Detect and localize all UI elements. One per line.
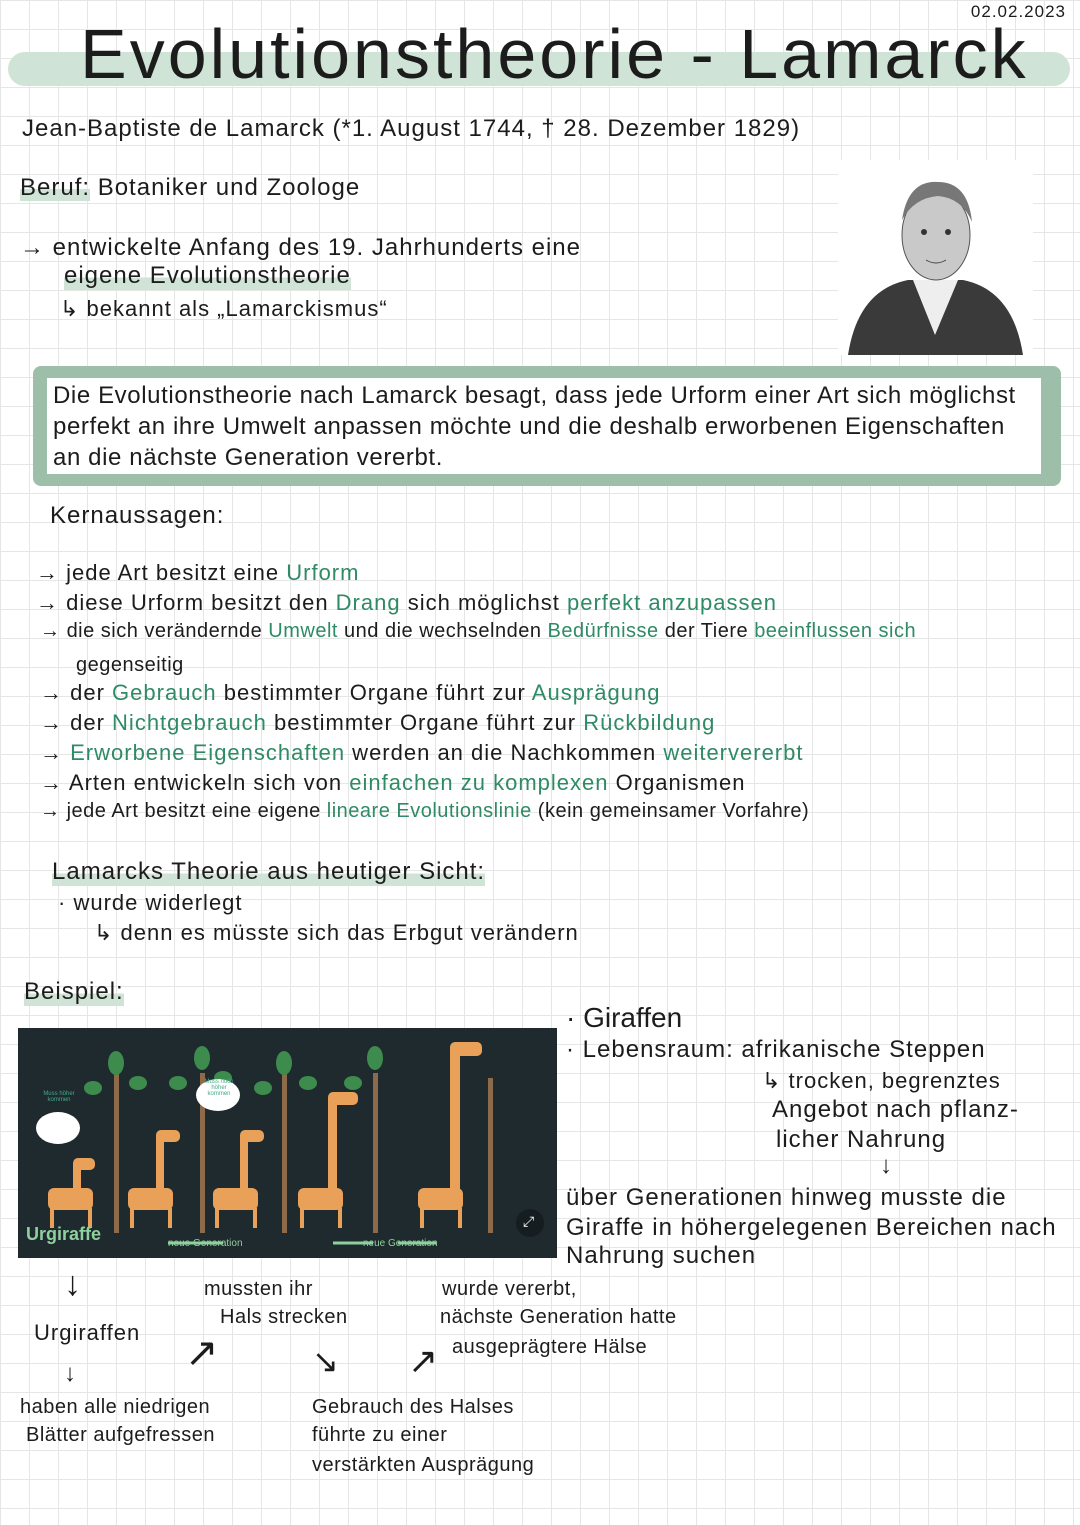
person-line: Jean-Baptiste de Lamarck (*1. August 1744, † 28. Dezember 1829) (22, 115, 801, 142)
kern-text: bestimmter Organe führt zur (266, 710, 584, 735)
arrow-icon: → (40, 620, 67, 642)
kern-keyword: Urform (286, 560, 360, 585)
right-item: Nahrung suchen (566, 1242, 757, 1269)
kern-item (40, 740, 803, 766)
intro-line: eigene Evolutionstheorie (64, 262, 351, 289)
kern-keyword: lineare Evolutionslinie (326, 800, 532, 822)
beruf-label: Beruf: (20, 174, 91, 201)
flow-urgiraffen: Urgiraffen (34, 1320, 141, 1345)
arrow-icon: → (40, 680, 71, 705)
arrow-icon: → (40, 740, 71, 765)
arrow-icon: → (40, 770, 69, 795)
arrow-icon: → (40, 800, 67, 822)
kern-text: werden an die Nachkommen (345, 740, 664, 765)
flow-vererbt: nächste Generation hatte (440, 1306, 677, 1328)
kern-item (40, 710, 715, 736)
kern-title: Kernaussagen: (50, 502, 225, 529)
lamarck-portrait (838, 160, 1033, 355)
flow-gebrauch: verstärkten Ausprägung (312, 1454, 535, 1476)
down-arrow-icon: ↓ (64, 1265, 81, 1303)
date: 02.02.2023 (970, 2, 1066, 21)
right-item: licher Nahrung (776, 1126, 947, 1153)
down-arrow-icon: ↓ (64, 1360, 76, 1387)
kern-keyword: Drang (335, 590, 401, 615)
kern-text: Arten entwickeln sich von (68, 770, 350, 795)
generation-label: neue Generation (168, 1238, 243, 1249)
kern-keyword: Nichtgebrauch (112, 710, 267, 735)
down-arrow-icon: ↘ (312, 1343, 339, 1379)
intro-line: → entwickelte Anfang des 19. Jahrhunderts eine (20, 234, 581, 261)
kern-item (36, 590, 777, 616)
right-item: Giraffe in höhergelegenen Bereichen nach (566, 1214, 1057, 1241)
beruf-value: Botaniker und Zoologe (97, 174, 361, 201)
kern-text: die sich verändernde (66, 620, 269, 642)
urgiraffe-label: Urgiraffe (26, 1224, 102, 1244)
kern-text: jede Art besitzt eine eigene (66, 800, 327, 822)
flow-vererbt: wurde vererbt, (442, 1278, 577, 1300)
heute-text: denn es müsste sich das Erbgut verändern (120, 920, 579, 945)
kern-text: der Tiere (658, 620, 755, 642)
heute-item: · wurde widerlegt (58, 890, 243, 915)
heute-item: ↳ denn es müsste sich das Erbgut verändern (94, 920, 579, 945)
right-item: Angebot nach pflanz- (772, 1096, 1019, 1123)
kern-keyword: Umwelt (268, 620, 338, 642)
thought-bubble-1: Muss höher kommen (43, 1091, 75, 1103)
kern-text: und die wechselnden (337, 620, 548, 642)
down-arrow-icon: ↓ (880, 1152, 892, 1179)
intro-line: ↳ bekannt als „Lamarckismus“ (60, 296, 388, 321)
arrow-icon: → (36, 590, 67, 615)
intro-text: bekannt als „Lamarckismus“ (86, 296, 388, 321)
kern-continuation: gegenseitig (76, 654, 184, 676)
kern-keyword: weitervererbt (663, 740, 804, 765)
right-text: Giraffen (583, 1002, 683, 1033)
beruf-line (20, 174, 360, 202)
flow-gebrauch: Gebrauch des Halses (312, 1396, 514, 1418)
generation-label: neue Generation (363, 1238, 438, 1249)
kern-keyword: Bedürfnisse (547, 620, 659, 642)
kern-item (40, 770, 745, 796)
kern-keyword: Gebrauch (112, 680, 217, 705)
right-item: über Generationen hinweg musste die (566, 1184, 1007, 1211)
arrow-icon: → (40, 710, 71, 735)
kern-item (40, 680, 660, 706)
kern-text: sich möglichst (400, 590, 567, 615)
kern-text: der (70, 680, 113, 705)
intro-text: entwickelte Anfang des 19. Jahrhunderts eine (52, 234, 581, 261)
kern-text: bestimmter Organe führt zur (216, 680, 532, 705)
right-item: · Giraffen (566, 1002, 683, 1033)
definition-text: Die Evolutionstheorie nach Lamarck besagt, dass jede Urform einer Art sich möglichst perfekt an ihre Umwelt anpassen möchte und die deshalb erworbenen Eigenschaften an die nächste Generation vererbt. (47, 378, 1041, 474)
kern-keyword: Rückbildung (583, 710, 716, 735)
kern-keyword: Erworbene Eigenschaften (70, 740, 346, 765)
expand-icon[interactable]: ⤢ (523, 1213, 535, 1229)
kern-item (36, 560, 359, 586)
heute-title: Lamarcks Theorie aus heutiger Sicht: (52, 858, 486, 885)
kern-item (40, 800, 809, 823)
thought-bubble-2: Muss noch höher kommen (204, 1079, 234, 1097)
definition-box (33, 366, 1061, 486)
kern-text: der (70, 710, 113, 735)
beispiel-title: Beispiel: (24, 978, 124, 1005)
kern-keyword: perfekt anzupassen (566, 590, 778, 615)
kern-keyword: beeinflussen sich (754, 620, 917, 642)
kern-text: jede Art besitzt eine (66, 560, 287, 585)
arrow-icon: → (36, 560, 67, 585)
flow-gefressen: haben alle niedrigen (20, 1396, 211, 1418)
up-arrow-icon: ↗ (185, 1331, 219, 1375)
giraffe-evolution-image (18, 1028, 557, 1258)
right-text: Lebensraum: afrikanische Steppen (582, 1036, 986, 1063)
kern-text: diese Urform besitzt den (66, 590, 336, 615)
right-item: · Lebensraum: afrikanische Steppen (566, 1036, 986, 1063)
flow-strecken: Hals strecken (220, 1306, 348, 1328)
kern-item (40, 620, 916, 643)
up-arrow-icon: ↗ (408, 1340, 439, 1381)
heute-text: wurde widerlegt (73, 890, 243, 915)
kern-text: Organismen (608, 770, 746, 795)
flow-gebrauch: führte zu einer (312, 1424, 448, 1446)
kern-keyword: Ausprägung (531, 680, 661, 705)
flow-vererbt: ausgeprägtere Hälse (452, 1336, 648, 1358)
kern-keyword: einfachen zu komplexen (349, 770, 609, 795)
page-title: Evolutionstheorie - Lamarck (80, 15, 1029, 93)
flow-strecken: mussten ihr (204, 1278, 313, 1300)
right-item: ↳ trocken, begrenztes (762, 1068, 1001, 1093)
flow-gefressen: Blätter aufgefressen (26, 1424, 215, 1446)
kern-text: (kein gemeinsamer Vorfahre) (531, 800, 810, 822)
right-text: trocken, begrenztes (788, 1068, 1001, 1093)
